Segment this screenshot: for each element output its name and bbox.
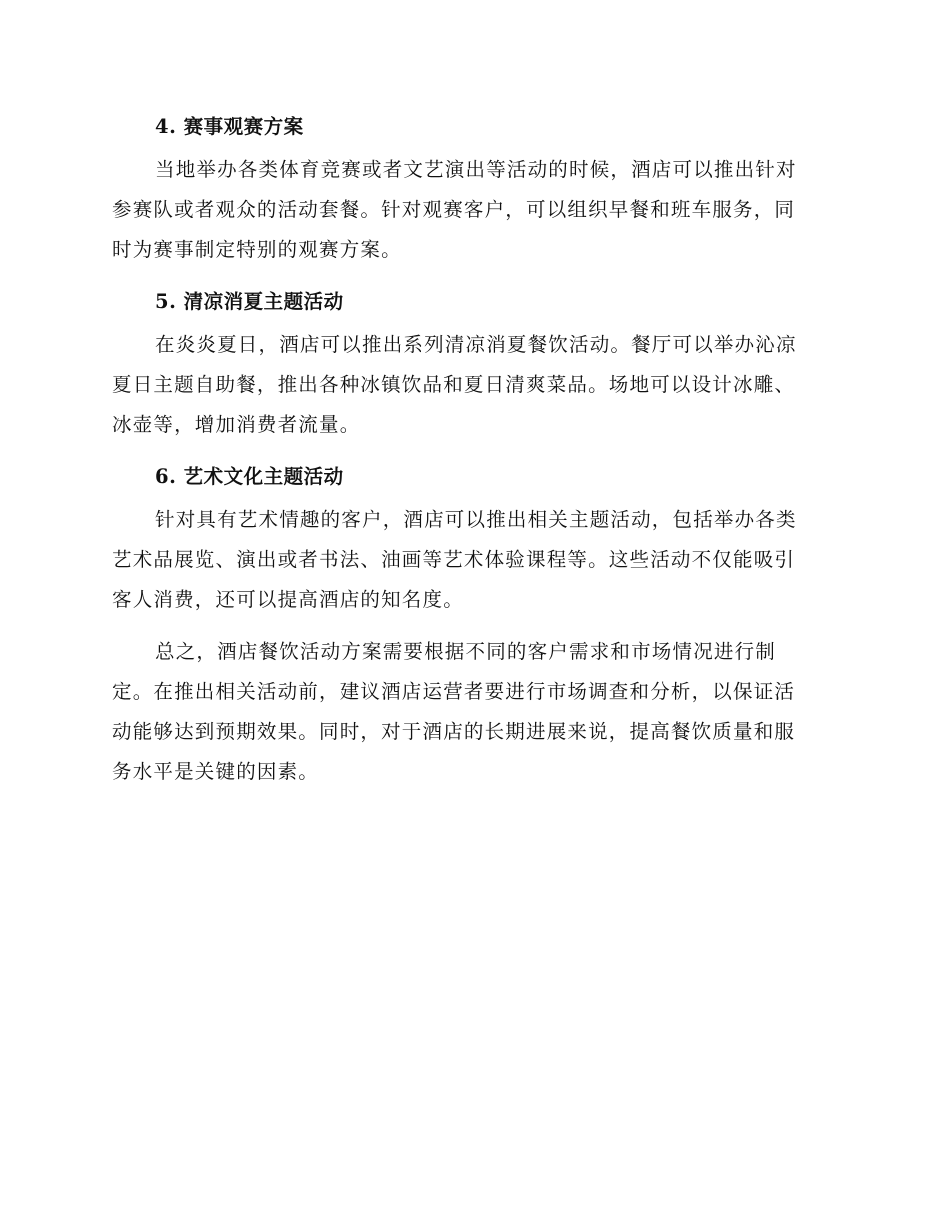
conclusion [112,632,830,792]
section-paragraph [112,150,830,270]
document-page [112,107,830,804]
paragraph-line: 时为赛事制定特别的观赛方案。 [112,238,402,261]
section-4 [112,107,830,270]
paragraph-line: 在炎炎夏日，酒店可以推出系列清凉消夏餐饮活动。餐厅可以举办沁凉 [155,333,797,356]
section-paragraph [112,500,830,620]
paragraph-line: 夏日主题自助餐，推出各种冰镇饮品和夏日清爽菜品。场地可以设计冰雕、 [112,373,796,396]
paragraph-line: 冰壶等，增加消费者流量。 [112,413,361,436]
paragraph-line: 动能够达到预期效果。同时，对于酒店的长期进展来说，提高餐饮质量和服 [112,720,796,743]
conclusion-paragraph [112,632,830,792]
section-6 [112,457,830,620]
paragraph-line: 客人消费，还可以提高酒店的知名度。 [112,588,464,611]
section-paragraph [112,325,830,445]
section-heading: 4. 赛事观赛方案 [155,115,304,138]
paragraph-line: 参赛队或者观众的活动套餐。针对观赛客户，可以组织早餐和班车服务，同 [112,198,796,221]
paragraph-line: 总之，酒店餐饮活动方案需要根据不同的客户需求和市场情况进行制 [155,640,777,663]
paragraph-line: 艺术品展览、演出或者书法、油画等艺术体验课程等。这些活动不仅能吸引 [112,548,796,571]
section-heading: 5. 清凉消夏主题活动 [155,290,344,313]
paragraph-line: 务水平是关键的因素。 [112,760,320,783]
section-5 [112,282,830,445]
section-heading: 6. 艺术文化主题活动 [155,465,344,488]
paragraph-line: 定。在推出相关活动前，建议酒店运营者要进行市场调查和分析，以保证活 [112,680,796,703]
paragraph-line: 针对具有艺术情趣的客户，酒店可以推出相关主题活动，包括举办各类 [155,508,797,531]
paragraph-line: 当地举办各类体育竞赛或者文艺演出等活动的时候，酒店可以推出针对 [155,158,797,181]
